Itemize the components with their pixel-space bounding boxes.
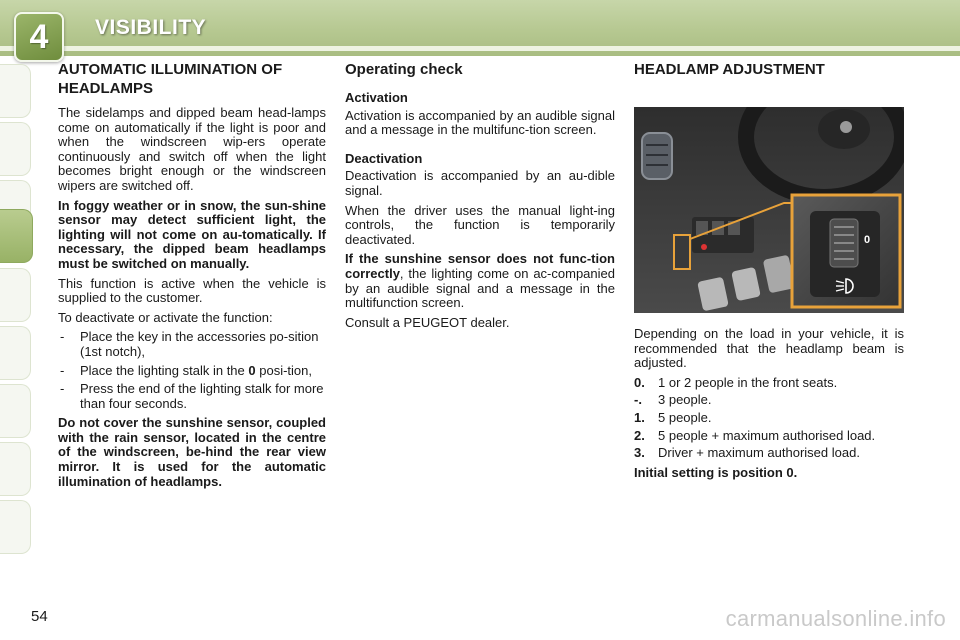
position-text: 1 or 2 people in the front seats. (658, 374, 838, 390)
chapter-tab-1[interactable] (0, 64, 31, 118)
subheading-activation: Activation (345, 90, 408, 105)
column-operating-check (345, 60, 615, 335)
chapter-title: VISIBILITY (95, 16, 207, 39)
position-text: 5 people. (658, 409, 712, 425)
position-key: 0. (634, 374, 645, 390)
header-stripe (0, 46, 960, 51)
chapter-tab-2[interactable] (0, 122, 31, 176)
list-item-position-3 (634, 429, 904, 444)
paragraph-fog-warning: In foggy weather or in snow, the sun-shine sensor may detect sufficient light, the lighting will not come on au-tomatically. If necessary, the dipped beam headlamps must be switched on manually. (58, 197, 326, 271)
chapter-tabs (0, 64, 34, 574)
chapter-number-badge: 4 (14, 12, 64, 62)
paragraph-factory-active: This function is active when the vehicle is supplied to the customer. (58, 275, 326, 306)
paragraph-toggle-intro: To deactivate or activate the function: (58, 309, 273, 325)
paragraph-sensor-warning: Do not cover the sunshine sensor, coupled with the rain sensor, located in the centre of the windscreen, be-hind the rear view mirror. It is used for the automatic illumination of headlamps. (58, 415, 326, 489)
section-heading-operating-check: Operating check (345, 61, 463, 78)
watermark: carmanualsonline.info (725, 606, 946, 631)
position-key: 1. (634, 409, 645, 425)
chapter-tab-4-active[interactable] (0, 209, 33, 263)
step-2-position-zero: 0 (248, 362, 256, 378)
paragraph-manual-override: When the driver uses the manual light-ing controls, the function is temporarily deactivated. (345, 202, 615, 247)
chapter-tab-8[interactable] (0, 442, 31, 496)
sensor-fault-rest: , the lighting come on ac-companied by an audible signal and a message in the multifunction screen. (345, 265, 615, 311)
list-item-position-4 (634, 446, 904, 461)
paragraph-activation: Activation is accompanied by an audible signal and a message in the multifunc-tion screen. (345, 107, 615, 138)
chapter-tab-9[interactable] (0, 500, 31, 554)
adjustment-positions-list (634, 376, 904, 461)
paragraph-sensor-fault (345, 252, 615, 310)
paragraph-initial-setting: Initial setting is position 0. (634, 464, 798, 480)
dashboard-photo (634, 107, 904, 313)
inset-knob-label: 0 (864, 234, 871, 246)
paragraph-auto-description: The sidelamps and dipped beam head-lamps come on automatically if the light is poor and when the windscreen wip-ers operate continuously and switch off when the light becomes bright enough or the windscreen wipers are switched off. (58, 105, 326, 193)
section-heading-headlamp-adjustment: HEADLAMP ADJUSTMENT (634, 61, 825, 78)
step-2-text-post: posi-tion, (255, 362, 312, 378)
list-item-position-1 (634, 393, 904, 408)
position-text: 5 people + maximum authorised load. (658, 427, 876, 443)
chapter-tab-7[interactable] (0, 384, 31, 438)
column-automatic-illumination (58, 60, 326, 494)
position-key: 3. (634, 445, 645, 461)
paragraph-consult-dealer: Consult a PEUGEOT dealer. (345, 314, 510, 330)
chapter-tab-5[interactable] (0, 268, 31, 322)
position-text: 3 people. (658, 392, 712, 408)
list-item-position-0 (634, 376, 904, 391)
position-key: -. (634, 392, 642, 408)
sensor-fault-bold: If the sunshine sensor does not func-tion correctly (345, 251, 615, 281)
page-number: 54 (31, 608, 48, 625)
column-headlamp-adjustment (634, 60, 904, 485)
position-text: Driver + maximum authorised load. (658, 445, 860, 461)
list-item-step-1: - Place the key in the accessories po-sition (1st notch), (58, 330, 326, 359)
chapter-tab-6[interactable] (0, 326, 31, 380)
toggle-steps-list (58, 330, 326, 411)
section-heading-automatic-illumination: AUTOMATIC ILLUMINATION OF HEADLAMPS (58, 61, 283, 97)
paragraph-deactivation: Deactivation is accompanied by an au-dible signal. (345, 168, 615, 198)
list-item-step-2 (58, 364, 326, 379)
subheading-deactivation: Deactivation (345, 150, 423, 166)
step-2-text-pre: Place the lighting stalk in the (80, 362, 249, 378)
paragraph-adjustment-intro: Depending on the load in your vehicle, it is recommended that the headlamp beam is adjusted. (634, 326, 904, 371)
list-item-position-2 (634, 411, 904, 426)
position-key: 2. (634, 427, 645, 443)
list-item-step-3: - Press the end of the lighting stalk for more than four seconds. (58, 382, 326, 411)
